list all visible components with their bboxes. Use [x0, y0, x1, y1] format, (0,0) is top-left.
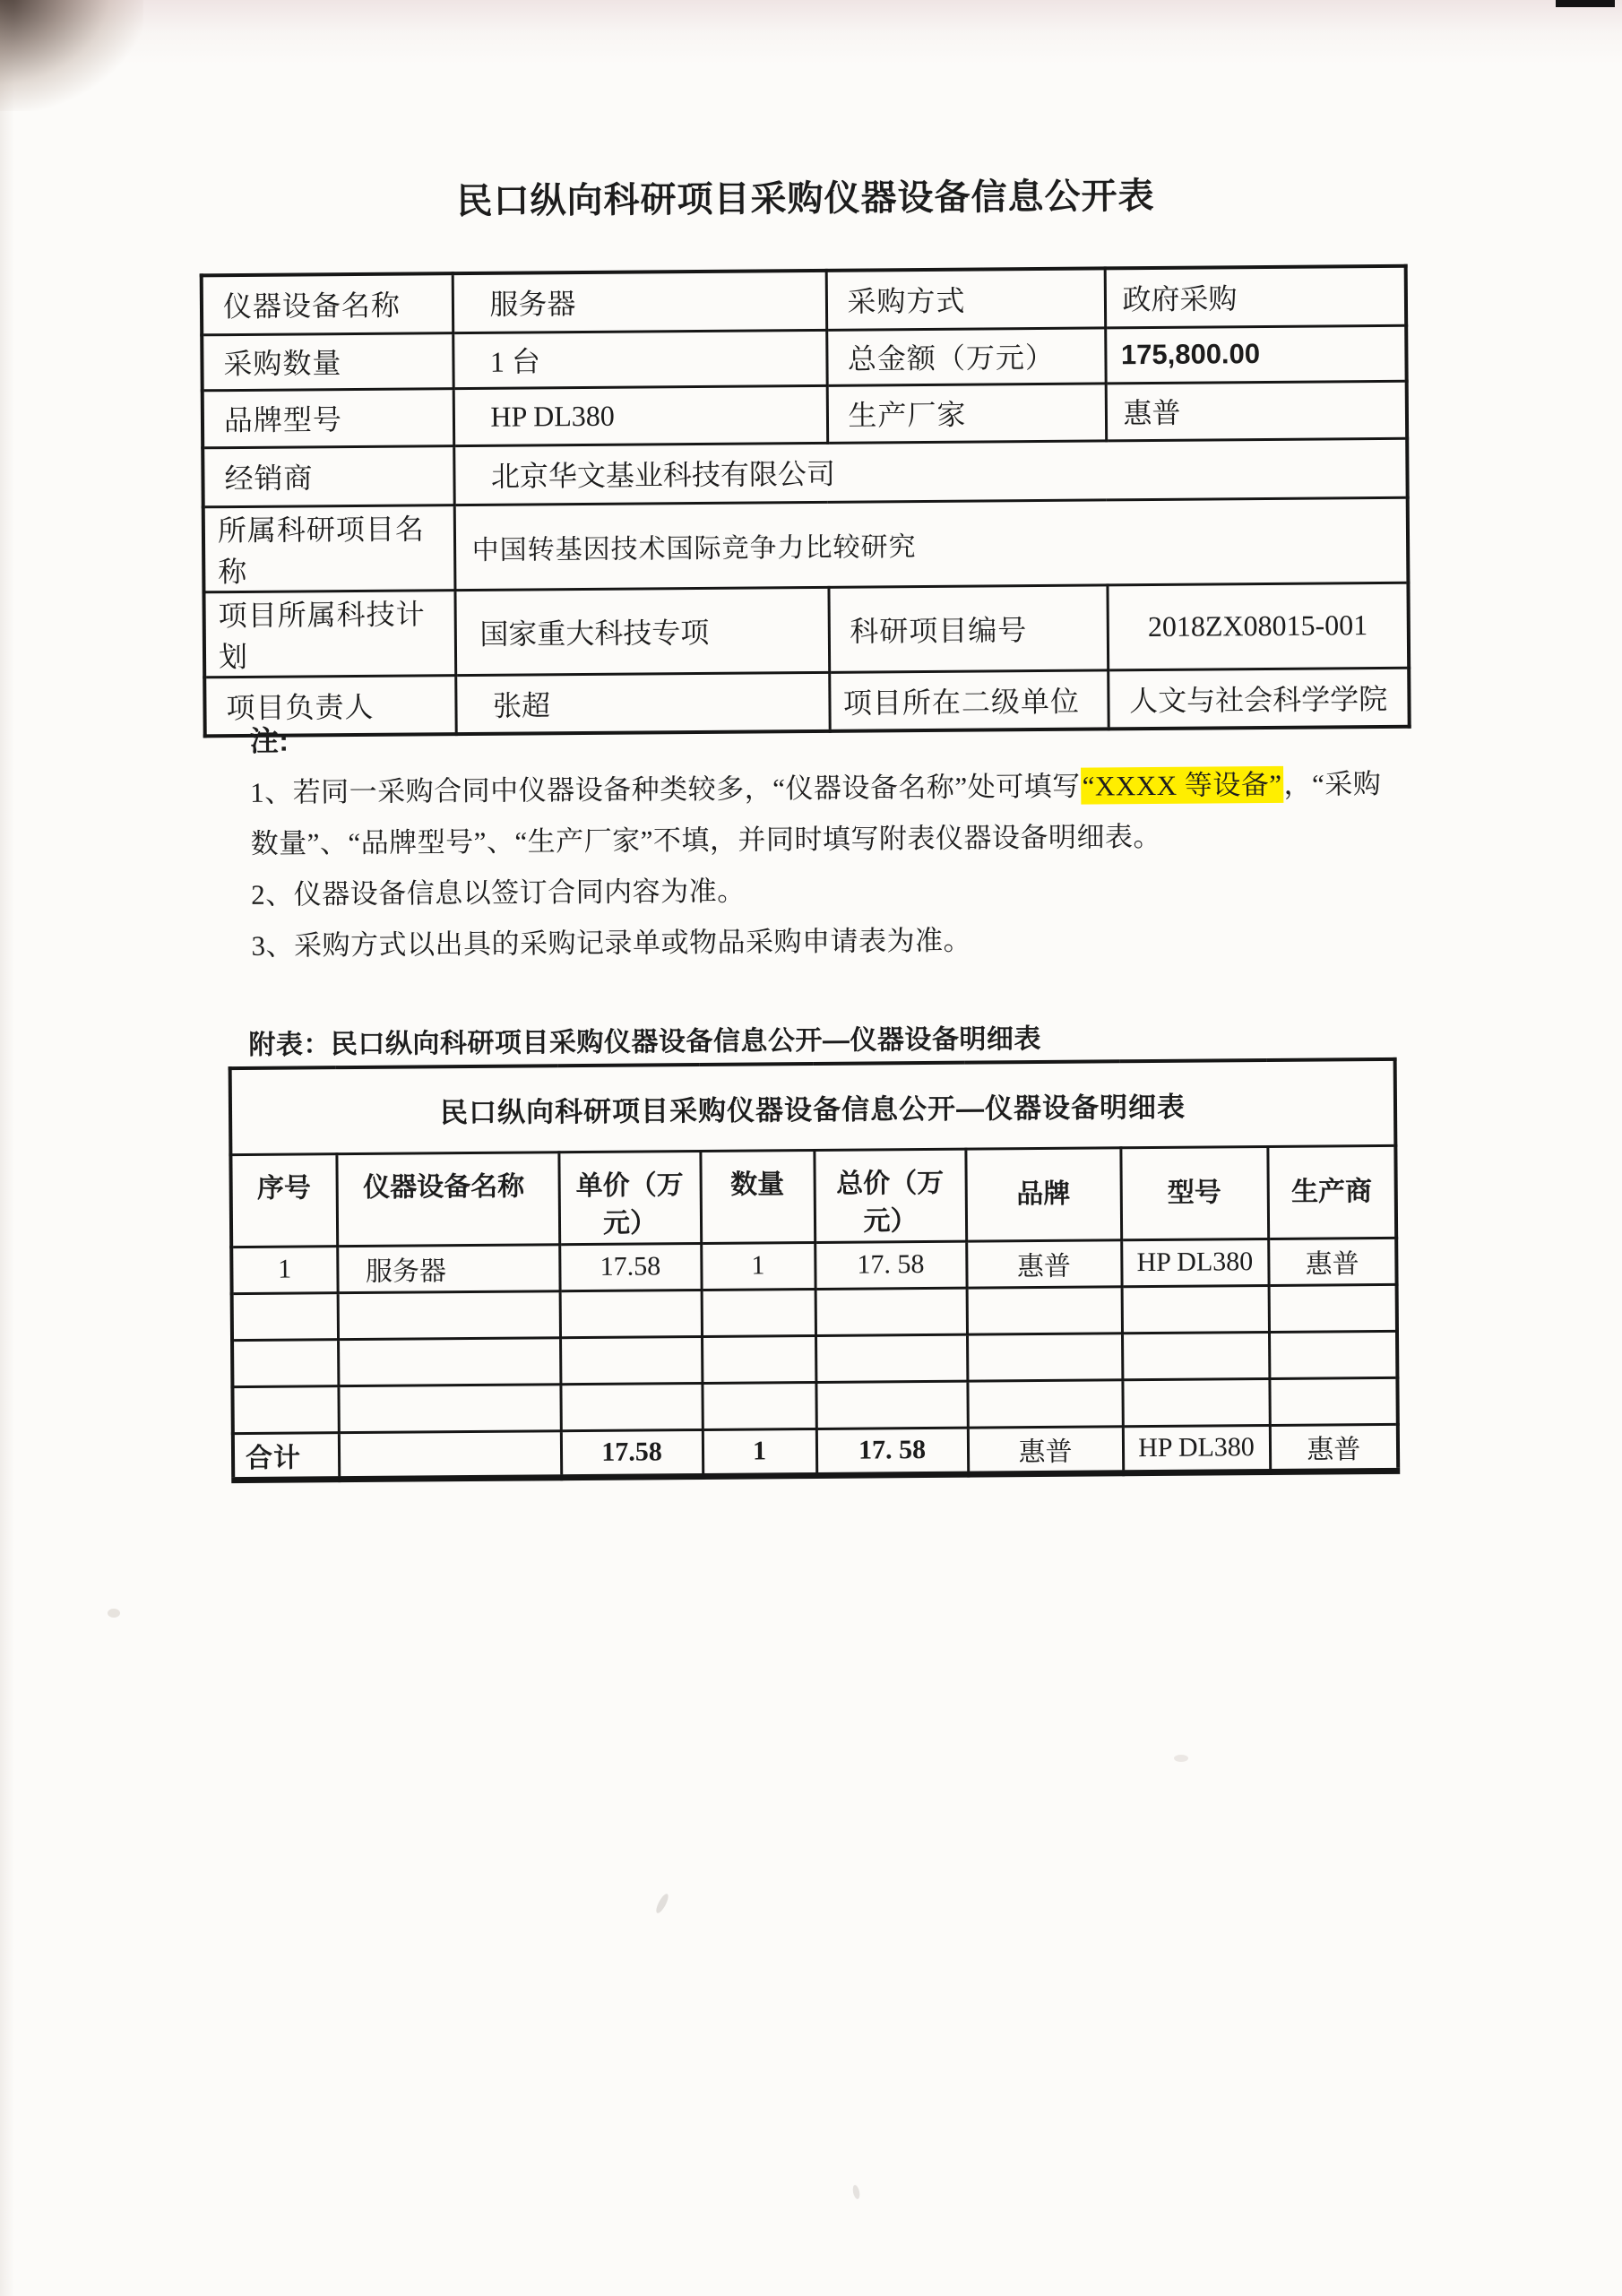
note-item-1	[250, 758, 1409, 869]
field-value-project-leader: 张超	[455, 672, 830, 734]
empty-cell	[560, 1336, 702, 1384]
total-unit-price: 17.58	[561, 1429, 703, 1477]
field-label-purchase-method: 采购方式	[826, 268, 1106, 329]
field-value-total-amount: 175,800.00	[1105, 325, 1406, 384]
cell-unit-price: 17.58	[559, 1243, 701, 1290]
header-quantity: 数量	[700, 1150, 815, 1243]
field-label-manufacturer: 生产厂家	[827, 383, 1106, 442]
empty-cell	[560, 1383, 702, 1430]
notes-label: 注:	[249, 724, 289, 757]
table-row	[202, 266, 1406, 335]
field-label-total-amount: 总金额（万元）	[826, 327, 1105, 384]
empty-cell	[338, 1384, 560, 1432]
field-label-project-name: 所属科研项目名称	[203, 505, 455, 591]
field-value-secondary-unit: 人文与社会科学学院	[1108, 668, 1410, 729]
total-quantity: 1	[703, 1429, 816, 1476]
header-producer: 生产商	[1267, 1145, 1396, 1239]
cell-quantity: 1	[701, 1242, 815, 1290]
empty-cell	[815, 1381, 967, 1429]
table-title-row	[230, 1059, 1396, 1154]
total-brand: 惠普	[968, 1426, 1123, 1473]
table-row	[203, 381, 1407, 448]
empty-cell	[1269, 1331, 1397, 1378]
empty-cell	[338, 1290, 560, 1339]
procurement-info-table	[200, 264, 1411, 738]
field-label-brand-model: 品牌型号	[203, 388, 453, 447]
total-total-price: 17. 58	[816, 1428, 968, 1475]
empty-cell	[815, 1288, 967, 1335]
note-item-2: 2、仪器设备信息以签订合同内容为准。	[250, 875, 746, 911]
notes-section	[250, 707, 1410, 971]
field-value-purchase-method: 政府采购	[1105, 266, 1407, 328]
header-total-price: 总价（万元）	[814, 1149, 966, 1242]
total-label: 合计	[233, 1432, 339, 1480]
empty-cell	[967, 1333, 1122, 1380]
cell-brand: 惠普	[966, 1239, 1121, 1287]
field-value-project-number: 2018ZX08015-001	[1107, 583, 1409, 670]
empty-cell	[702, 1382, 815, 1429]
note-1-text: 1、若同一采购合同中仪器设备种类较多，“仪器设备名称”处可填写	[250, 770, 1081, 808]
total-row	[233, 1424, 1398, 1480]
note-item-3: 3、采购方式以出具的采购记录单或物品采购申请表为准。	[251, 924, 972, 962]
field-value-manufacturer: 惠普	[1106, 381, 1407, 441]
empty-cell	[1122, 1378, 1269, 1426]
empty-cell	[232, 1292, 338, 1340]
empty-cell	[967, 1379, 1122, 1427]
empty-cell	[560, 1290, 702, 1337]
empty-cell	[702, 1335, 815, 1383]
empty-cell	[338, 1337, 560, 1385]
cell-equipment-name: 服务器	[337, 1244, 559, 1292]
detail-table-title: 民口纵向科研项目采购仪器设备信息公开—仪器设备明细表	[230, 1059, 1396, 1154]
field-value-quantity: 1 台	[453, 330, 826, 388]
equipment-detail-table	[229, 1057, 1401, 1483]
total-producer: 惠普	[1270, 1424, 1398, 1472]
note-1-highlight: “XXXX 等设备”	[1081, 766, 1284, 805]
empty-cell	[1269, 1284, 1397, 1332]
table-row	[203, 583, 1409, 678]
empty-cell	[815, 1334, 967, 1382]
cell-model: HP DL380	[1121, 1239, 1268, 1286]
field-label-equipment-name: 仪器设备名称	[202, 273, 453, 334]
field-label-project-number: 科研项目编号	[828, 584, 1108, 671]
detail-table-caption: 附表：民口纵向科研项目采购仪器设备信息公开—仪器设备明细表	[248, 1023, 1042, 1060]
total-model: HP DL380	[1123, 1425, 1270, 1472]
empty-cell	[232, 1339, 338, 1386]
page-title: 民口纵向科研项目采购仪器设备信息公开表	[456, 176, 1155, 222]
empty-cell	[232, 1385, 338, 1433]
field-value-brand-model: HP DL380	[453, 385, 827, 445]
note-1-text-cont: ，“采购数量”、“品牌型号”、“生产厂家”不填，并同时填写附表仪器设备明细表。	[250, 767, 1382, 859]
header-index: 序号	[230, 1153, 337, 1247]
cell-total-price: 17. 58	[815, 1241, 966, 1289]
empty-cell	[702, 1289, 815, 1336]
header-model: 型号	[1120, 1146, 1268, 1239]
field-value-dealer: 北京华文基业科技有限公司	[453, 438, 1407, 505]
total-empty-cell	[339, 1430, 561, 1479]
field-label-quantity: 采购数量	[202, 332, 453, 390]
empty-cell	[1269, 1377, 1397, 1425]
field-value-equipment-name: 服务器	[453, 271, 827, 332]
header-equipment-name: 仪器设备名称	[336, 1152, 559, 1246]
field-value-project-name: 中国转基因技术国际竞争力比较研究	[454, 497, 1409, 590]
table-row	[203, 438, 1407, 507]
field-label-program: 项目所属科技计划	[203, 590, 455, 677]
cell-producer: 惠普	[1268, 1238, 1396, 1285]
field-value-program: 国家重大科技专项	[454, 587, 829, 675]
header-brand: 品牌	[965, 1147, 1121, 1240]
table-row	[202, 325, 1406, 391]
header-unit-price: 单价（万元）	[558, 1151, 701, 1244]
empty-cell	[1122, 1285, 1269, 1333]
cell-index: 1	[231, 1246, 337, 1293]
header-row	[230, 1145, 1396, 1247]
field-label-dealer: 经销商	[203, 445, 454, 506]
field-label-secondary-unit: 项目所在二级单位	[829, 669, 1109, 730]
empty-cell	[967, 1286, 1122, 1334]
table-row	[203, 497, 1409, 592]
field-label-project-leader: 项目负责人	[204, 675, 456, 736]
empty-cell	[1122, 1332, 1269, 1379]
